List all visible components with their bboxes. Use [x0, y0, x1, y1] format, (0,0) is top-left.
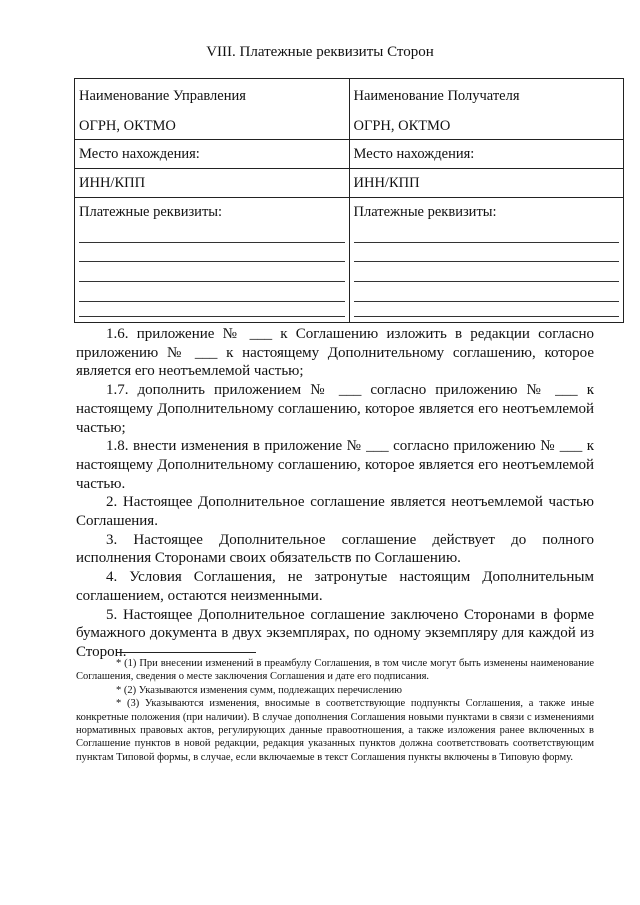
table-row: [75, 169, 624, 198]
table-cell-right-location: [349, 140, 624, 169]
table-row: [75, 140, 624, 169]
recipient-payment-label: Платежные реквизиты:: [353, 204, 497, 220]
blank-line: [354, 261, 620, 262]
blank-line: [79, 242, 345, 243]
section-title: VIII. Платежные реквизиты Сторон: [206, 44, 434, 60]
table-row: [75, 198, 624, 323]
paragraph-2: 2. Настоящее Дополнительное соглашение является неотъемлемой частью Соглашения.: [76, 494, 594, 530]
table-cell-left-inn: [75, 169, 350, 198]
table-cell-right-payment: [349, 198, 624, 323]
recipient-location-label: Место нахождения:: [353, 146, 475, 162]
footnote-1: * (1) При внесении изменений в преамбулу Соглашения, в том числе могут быть изменены наименование Соглашения, сведения о месте заключения Соглашения и дате его подписания.: [76, 658, 594, 683]
paragraph-1-7: 1.7. дополнить приложением № ___ согласно приложению № ___ к настоящему Дополнительному соглашению, которое является его неотъемлемой частью;: [76, 382, 594, 436]
blank-line: [354, 242, 620, 243]
agreement-body: [76, 325, 594, 662]
blank-line: [79, 301, 345, 302]
blank-line: [354, 301, 620, 302]
recipient-inn-label: ИНН/КПП: [353, 175, 420, 191]
blank-line: [354, 316, 620, 317]
payment-details-table: [74, 78, 624, 323]
blank-line: [354, 281, 620, 282]
paragraph-5: 5. Настоящее Дополнительное соглашение заключено Сторонами в форме бумажного документа в двух экземплярах, по одному экземпляру для каждой из Сторон.: [76, 606, 594, 660]
blank-line: [79, 261, 345, 262]
blank-line: [79, 316, 345, 317]
manager-name-label: Наименование Управления: [79, 88, 246, 104]
table-cell-right-name: [349, 79, 624, 140]
table-cell-left-location: [75, 140, 350, 169]
paragraph-1-6: 1.6. приложение № ___ к Соглашению изложить в редакции согласно приложению № ___ к настоящему Дополнительному соглашению, которое является его неотъемлемой частью;: [76, 326, 594, 380]
footnotes: [76, 657, 594, 764]
table-row: [75, 79, 624, 140]
table-cell-left-name: [75, 79, 350, 140]
paragraph-4: 4. Условия Соглашения, не затронутые настоящим Дополнительным соглашением, остаются неизменными.: [76, 569, 594, 604]
footnote-separator: [116, 652, 256, 653]
manager-inn-label: ИНН/КПП: [79, 175, 146, 191]
blank-line: [79, 281, 345, 282]
manager-location-label: Место нахождения:: [79, 146, 200, 162]
table-cell-right-inn: [349, 169, 624, 198]
footnote-3: * (3) Указываются изменения, вносимые в соответствующие подпункты Соглашения, а также иные конкретные положения (при наличии). В случае дополнения Соглашения новыми пунктами в связи с изменениями нормативных правовых актов, регулирующих данные правоотношения, а также изложения ранее включенных в Соглашение пунктов в новой редакции, редакция указанных пунктов должна соответствовать соответствующим пунктам Типовой формы, в случае, если включаемые в текст Соглашения пункты включены в Типовую форму.: [76, 698, 594, 763]
manager-payment-label: Платежные реквизиты:: [79, 204, 223, 220]
recipient-ogrn-label: ОГРН, ОКТМО: [353, 118, 451, 134]
paragraph-3: 3. Настоящее Дополнительное соглашение действует до полного исполнения Сторонами своих обязательств по Соглашению.: [76, 531, 594, 567]
recipient-name-label: Наименование Получателя: [353, 88, 520, 104]
manager-ogrn-label: ОГРН, ОКТМО: [79, 118, 176, 134]
paragraph-1-8: 1.8. внести изменения в приложение № ___ согласно приложению № ___ к настоящему Дополнительному соглашению, которое является его неотъемлемой частью.: [76, 438, 594, 492]
footnote-2: * (2) Указываются изменения сумм, подлежащих перечислению: [116, 684, 402, 696]
table-cell-left-payment: [75, 198, 350, 323]
